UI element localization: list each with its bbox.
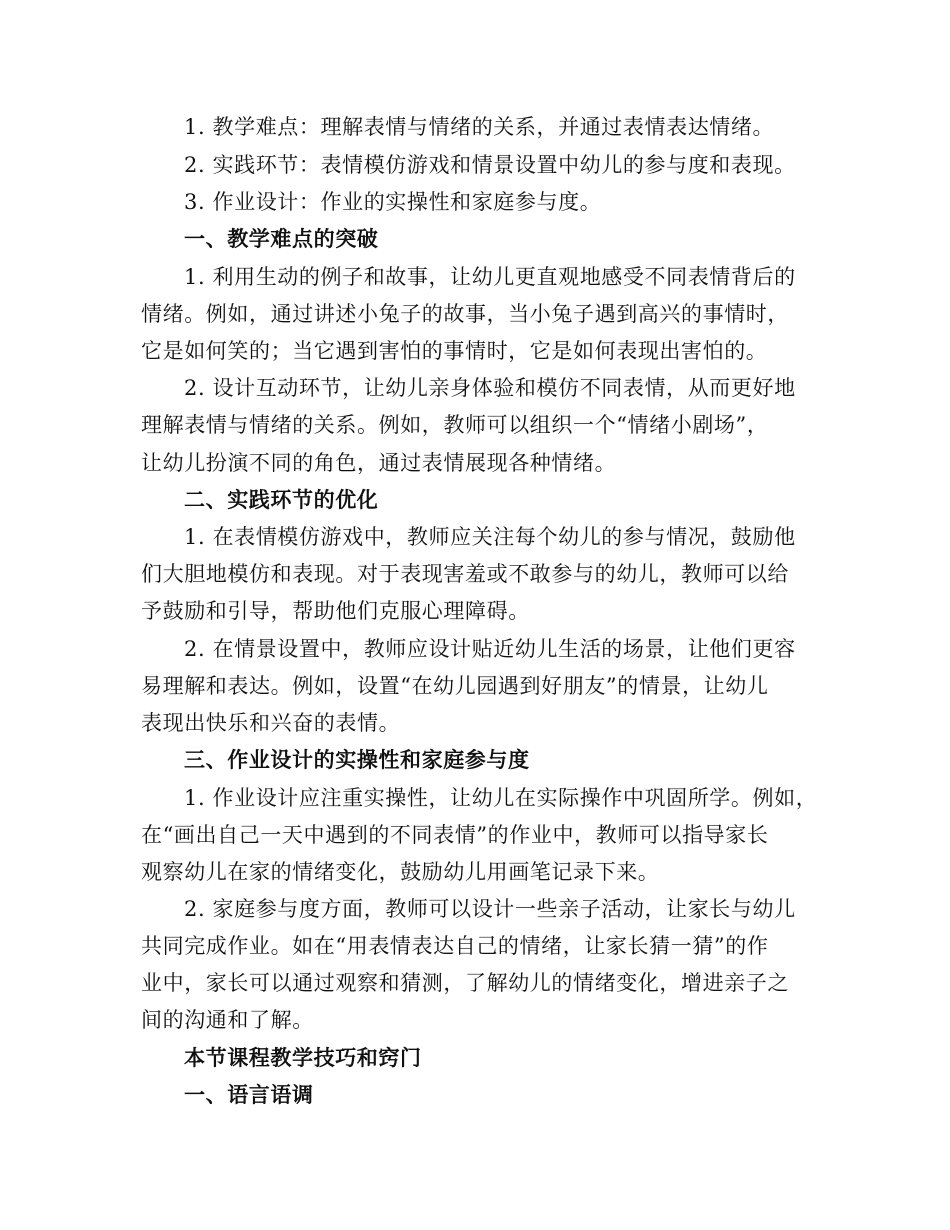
paragraph-line: 2. 在情景设置中，教师应设计贴近幼儿生活的场景，让他们更容 [184,637,796,661]
paragraph-line: 让幼儿扮演不同的角色，通过表情展现各种情绪。 [141,451,617,475]
paragraph-line: 易理解和表达。例如，设置“在幼儿园遇到好朋友”的情景，让幼儿 [141,674,769,698]
paragraph-line: 表现出快乐和兴奋的表情。 [141,711,401,735]
section-heading-1: 一、教学难点的突破 [184,226,379,251]
paragraph-line: 予鼓励和引导，帮助他们克服心理障碍。 [141,599,530,623]
paragraph-line: 业中，家长可以通过观察和猜测，了解幼儿的情绪变化，增进亲子之 [141,971,789,995]
paragraph-line: 共同完成作业。如在“用表情表达自己的情绪，让家长猜一猜”的作 [141,934,769,958]
paragraph-line: 观察幼儿在家的情绪变化，鼓励幼儿用画笔记录下来。 [141,860,660,884]
list-item-difficulty: 1. 教学难点：理解表情与情绪的关系，并通过表情表达情绪。 [184,115,775,139]
paragraph-line: 情绪。例如，通过讲述小兔子的故事，当小兔子遇到高兴的事情时， [141,302,789,326]
paragraph-line: 理解表情与情绪的关系。例如，教师可以组织一个“情绪小剧场”， [141,413,769,437]
paragraph-line: 在“画出自己一天中遇到的不同表情”的作业中，教师可以指导家长 [141,823,769,847]
paragraph-line: 1. 在表情模仿游戏中，教师应关注每个幼儿的参与情况，鼓励他 [184,525,796,549]
list-item-homework: 3. 作业设计：作业的实操性和家庭参与度。 [184,190,602,214]
paragraph-line: 它是如何笑的；当它遇到害怕的事情时，它是如何表现出害怕的。 [141,339,768,363]
section-heading-2: 二、实践环节的优化 [184,487,379,512]
section-heading-3: 三、作业设计的实操性和家庭参与度 [184,747,530,772]
paragraph-line: 1. 利用生动的例子和故事，让幼儿更直观地感受不同表情背后的 [184,265,796,289]
paragraph-line: 们大胆地模仿和表现。对于表现害羞或不敢参与的幼儿，教师可以给 [141,562,789,586]
paragraph-line: 间的沟通和了解。 [141,1008,314,1032]
list-item-practice: 2. 实践环节：表情模仿游戏和情景设置中幼儿的参与度和表现。 [184,153,796,177]
paragraph-line: 1. 作业设计应注重实操性，让幼儿在实际操作中巩固所学。例如， [184,786,818,810]
course-tips-heading: 本节课程教学技巧和窍门 [184,1045,422,1070]
paragraph-line: 2. 设计互动环节，让幼儿亲身体验和模仿不同表情，从而更好地 [184,376,796,400]
paragraph-line: 2. 家庭参与度方面，教师可以设计一些亲子活动，让家长与幼儿 [184,897,796,921]
section-heading-tone: 一、语言语调 [184,1082,314,1107]
